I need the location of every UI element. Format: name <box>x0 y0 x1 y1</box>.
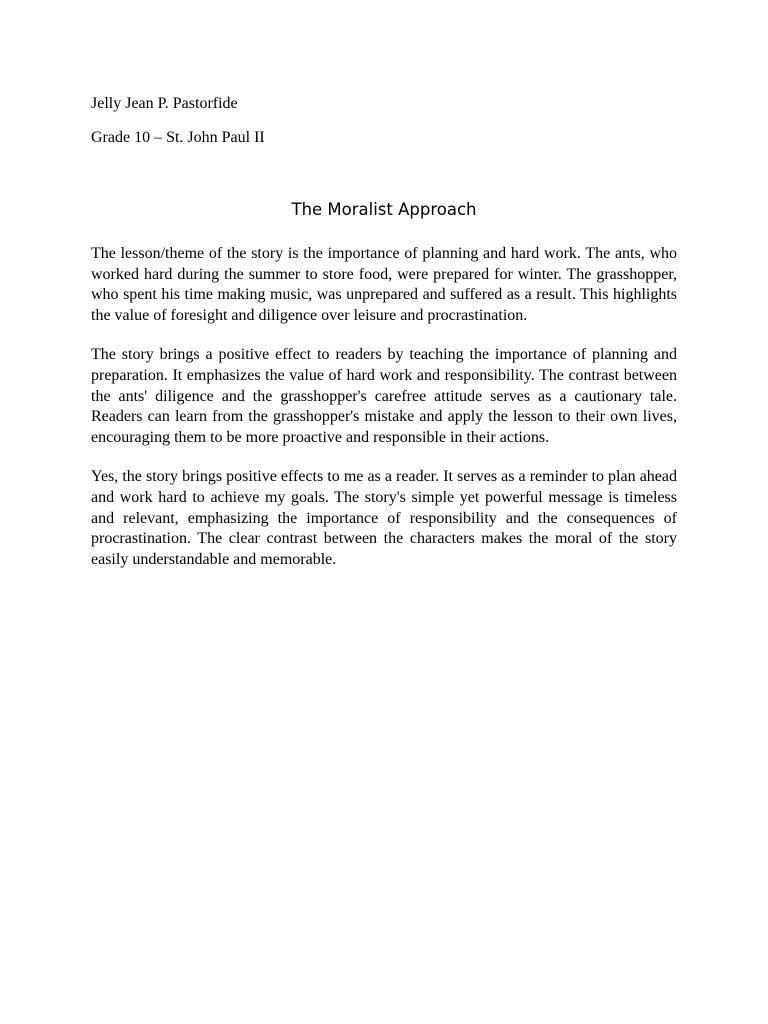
document-body <box>91 244 677 589</box>
grade-section: Grade 10 – St. John Paul II <box>91 129 265 146</box>
paragraph-effect-on-readers: The story brings a positive effect to readers by teaching the importance of planning and preparation. It emphasizes the value of hard work and responsibility. The contrast between the ants' diligence and the grasshopper's carefree attitude serves as a cautionary tale. Readers can learn from the grasshopper's mistake and apply the lesson to their own lives, encouraging them to be more proactive and responsible in their actions. <box>91 346 677 446</box>
document-title: The Moralist Approach <box>291 200 477 219</box>
paragraph-lesson-theme: The lesson/theme of the story is the importance of planning and hard work. The ants, who worked hard during the summer to store food, were prepared for winter. The grasshopper, who spent his time making music, was unprepared and suffered as a result. This highlights the value of foresight and diligence over leisure and procrastination. <box>91 245 677 324</box>
paragraph-effect-on-me: Yes, the story brings positive effects to me as a reader. It serves as a reminder to plan ahead and work hard to achieve my goals. The story's simple yet powerful message is timeless and relevant, emphasizing the importance of responsibility and the consequences of procrastination. The clear contrast between the characters makes the moral of the story easily understandable and memorable. <box>91 468 677 568</box>
author-name: Jelly Jean P. Pastorfide <box>91 95 238 112</box>
